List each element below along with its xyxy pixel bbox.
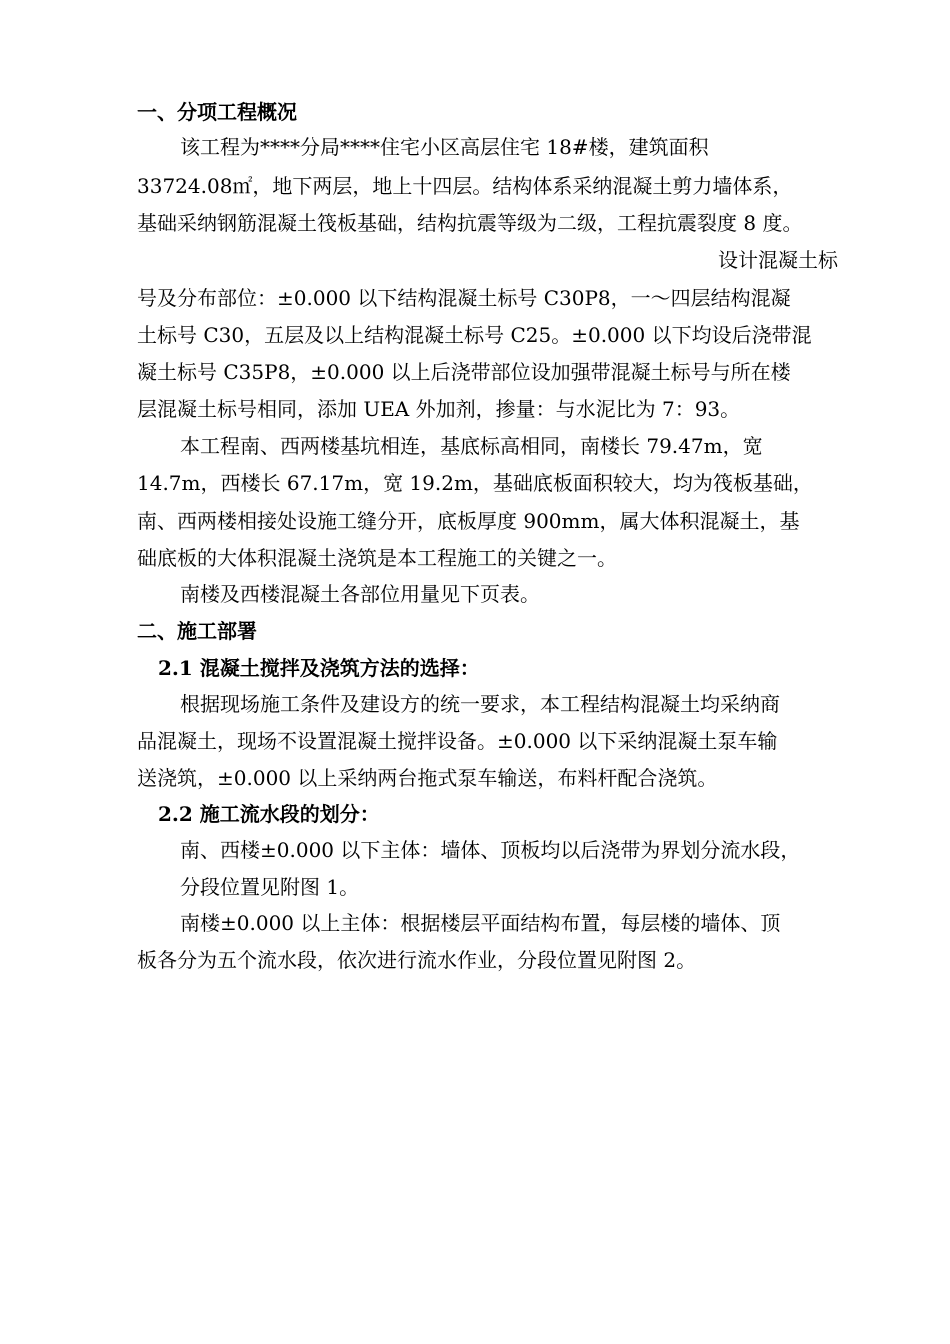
- paragraph-line: 南楼及西楼混凝土各部位用量见下页表。: [180, 582, 540, 606]
- subsection-2-2-heading: 2.2 施工流水段的划分：: [158, 802, 380, 826]
- paragraph-line: 南楼±0.000 以上主体：根据楼层平面结构布置，每层楼的墙体、顶: [180, 911, 781, 935]
- section-1-heading: 一、分项工程概况: [137, 100, 297, 124]
- paragraph-line: 南、西两楼相接处设施工缝分开，底板厚度 900mm，属大体积混凝土，基: [137, 509, 800, 533]
- paragraph-line: 分段位置见附图 1。: [180, 875, 360, 899]
- paragraph-line: 根据现场施工条件及建设方的统一要求，本工程结构混凝土均采纳商: [180, 692, 780, 716]
- section-2-heading: 二、施工部署: [137, 619, 257, 643]
- paragraph-line: 送浇筑，±0.000 以上采纳两台拖式泵车输送，布料杆配合浇筑。: [137, 766, 718, 790]
- paragraph-line: 基础采纳钢筋混凝土筏板基础，结构抗震等级为二级，工程抗震裂度 8 度。: [137, 211, 803, 235]
- paragraph-line: 品混凝土，现场不设置混凝土搅拌设备。±0.000 以下采纳混凝土泵车输: [137, 729, 778, 753]
- subsection-2-1-heading: 2.1 混凝土搅拌及浇筑方法的选择：: [158, 656, 480, 680]
- paragraph-line: 层混凝土标号相同，添加 UEA 外加剂，掺量：与水泥比为 7：93。: [137, 397, 741, 421]
- paragraph-line: 设计混凝土标: [718, 248, 838, 272]
- paragraph-line: 14.7m，西楼长 67.17m，宽 19.2m，基础底板面积较大，均为筏板基础，: [137, 471, 813, 495]
- paragraph-line: 础底板的大体积混凝土浇筑是本工程施工的关键之一。: [137, 546, 617, 570]
- paragraph-line: 本工程南、西两楼基坑相连，基底标高相同，南楼长 79.47m，宽: [180, 434, 763, 458]
- paragraph-line: 凝土标号 C35P8，±0.000 以上后浇带部位设加强带混凝土标号与所在楼: [137, 360, 791, 384]
- paragraph-line: 南、西楼±0.000 以下主体：墙体、顶板均以后浇带为界划分流水段，: [180, 838, 801, 862]
- paragraph-line: 33724.08㎡，地下两层，地上十四层。结构体系采纳混凝土剪力墙体系，: [137, 174, 793, 198]
- paragraph-line: 号及分布部位：±0.000 以下结构混凝土标号 C30P8，一～四层结构混凝: [137, 286, 791, 310]
- paragraph-line: 板各分为五个流水段，依次进行流水作业，分段位置见附图 2。: [137, 948, 697, 972]
- paragraph-line: 土标号 C30，五层及以上结构混凝土标号 C25。±0.000 以下均设后浇带混: [137, 323, 812, 347]
- paragraph-line: 该工程为****分局****住宅小区高层住宅 18#楼，建筑面积: [180, 135, 709, 159]
